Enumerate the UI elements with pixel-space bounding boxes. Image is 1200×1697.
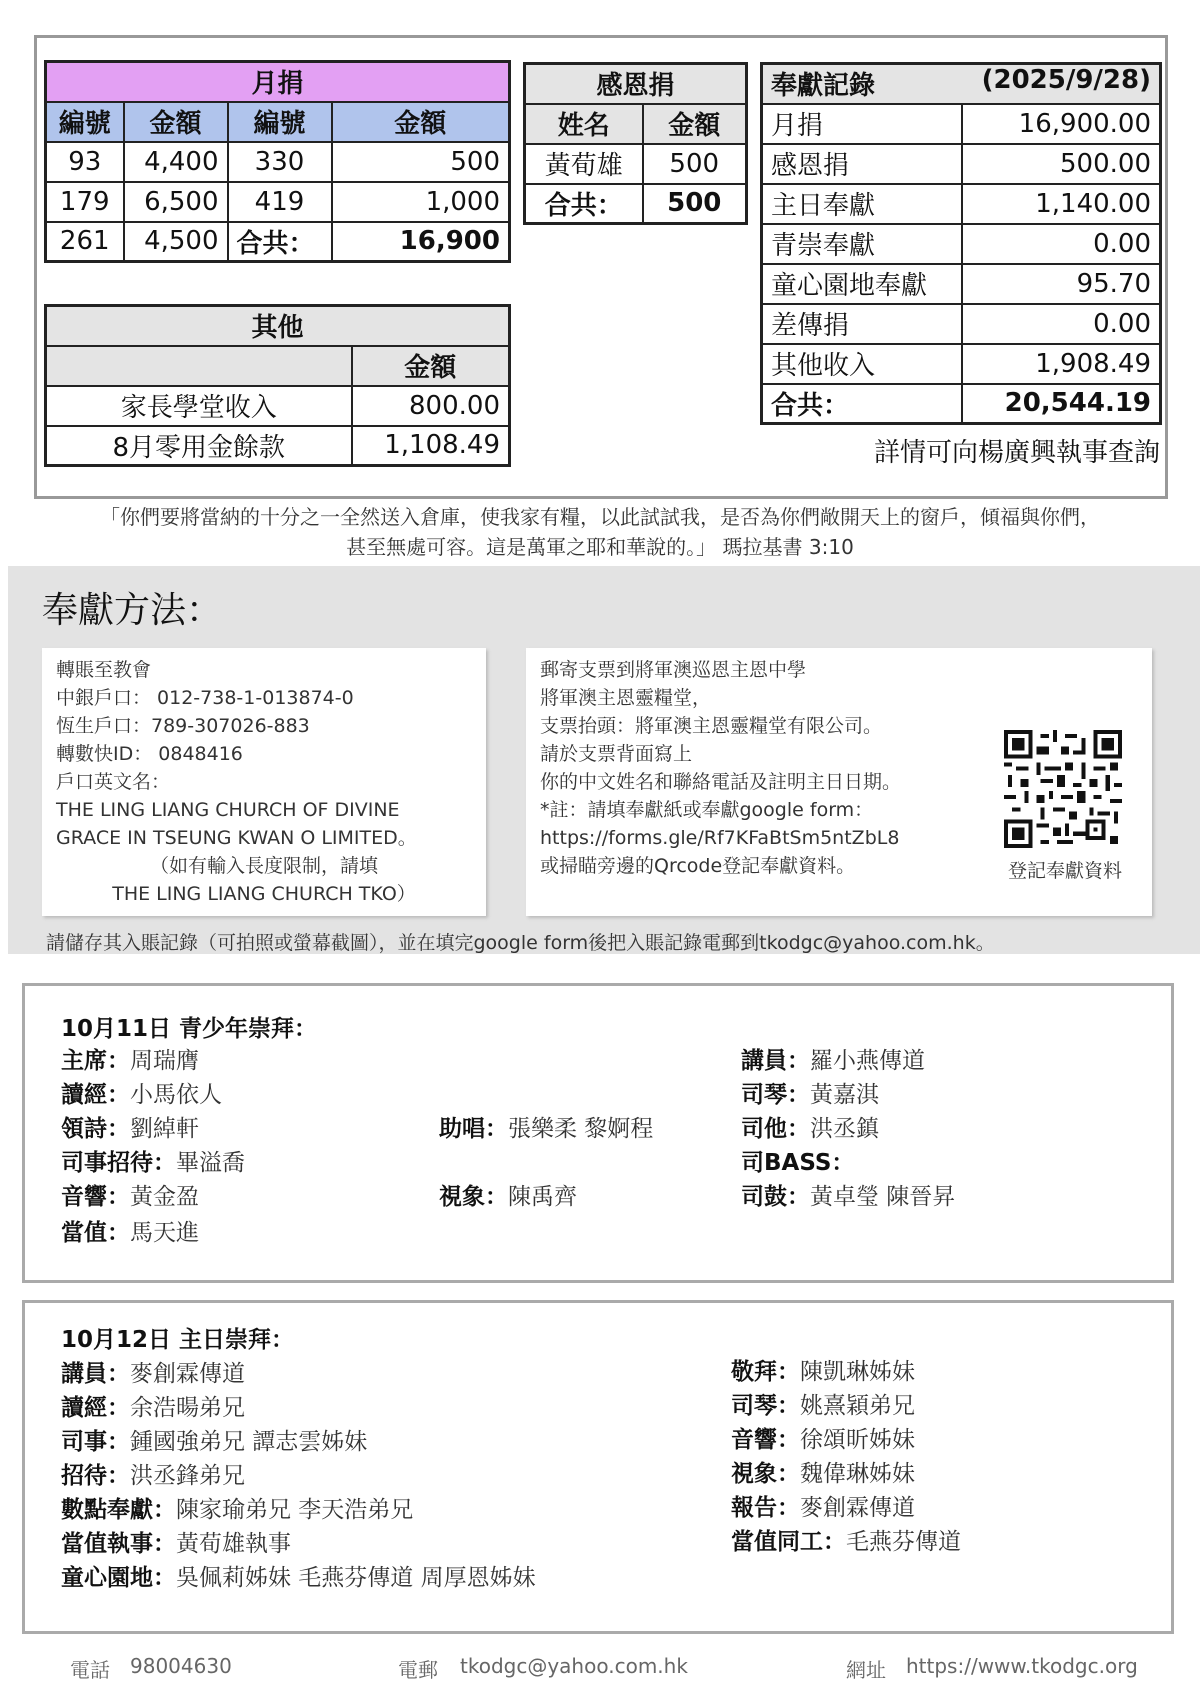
cheque-line: 支票抬頭：將軍澳主恩靈糧堂有限公司。 [540,715,883,737]
col-header-amount: 金額 [352,346,510,386]
table-row [762,384,1161,424]
role-bass: 司BASS： [741,1150,855,1176]
cheque-line: 請於支票背面寫上 [540,743,693,765]
footer [0,1654,1200,1684]
cheque-line: 你的中文姓名和聯絡電話及註明主日日期。 [540,771,902,793]
verse-line: 甚至無處可容。這是萬軍之耶和華說的。」 瑪拉基書 3:10 [346,535,854,559]
record-amount: 1,908.49 [962,344,1161,384]
role-sound: 音響：徐頌昕姊妹 [731,1427,915,1453]
donor-no: 179 [46,182,124,222]
footer-phone-label: 電話 [70,1658,110,1682]
thanks-title: 感恩捐 [525,64,747,104]
total-value: 20,544.19 [962,384,1161,424]
role-piano: 司琴：黃嘉淇 [741,1082,879,1108]
record-amount: 0.00 [962,224,1161,264]
record-label: 其他收入 [762,344,962,384]
record-label: 月捐 [762,104,962,144]
total-label: 合共： [525,184,643,224]
bank-line: THE LING LIANG CHURCH OF DIVINE [56,799,400,821]
table-row [762,304,1161,344]
record-amount: 500.00 [962,144,1161,184]
bank-line: 中銀戶口： 012-738-1-013874-0 [56,687,354,709]
role-visual: 視象：陳禹齊 [439,1184,577,1210]
cheque-line: 郵寄支票到將軍澳巡恩主恩中學 [540,659,807,681]
youth-service-box [22,983,1174,1283]
table-row [46,182,510,222]
income-label: 8月零用金餘款 [46,426,352,466]
donation-amount: 6,500 [124,182,228,222]
role-stewards: 司事：鍾國強弟兄 譚志雲姊妹 [61,1429,368,1455]
total-value: 500 [643,184,747,224]
role-drums: 司鼓：黃卓瑩 陳晉昇 [741,1184,956,1210]
footer-email-link[interactable]: tkodgc@yahoo.com.hk [460,1654,688,1678]
table-row [762,144,1161,184]
role-guitar: 司他：洪丞鎮 [741,1116,879,1142]
col-header-amount: 金額 [124,102,228,142]
col-header-blank [46,346,352,386]
bank-line: THE LING LIANG CHURCH TKO） [112,883,416,905]
record-header [762,64,1161,104]
donor-name: 黃荀雄 [525,144,643,184]
table-row [46,426,510,466]
record-contact-note: 詳情可向楊廣興執事查詢 [873,438,1160,468]
table-row [525,144,747,184]
record-amount: 16,900.00 [962,104,1161,144]
donation-amount: 1,000 [332,182,510,222]
qr-caption: 登記奉獻資料 [1007,860,1122,882]
income-amount: 1,108.49 [352,426,510,466]
donation-amount: 500 [332,142,510,182]
role-worship: 敬拜：陳凱琳姊妹 [731,1359,915,1385]
methods-note: 請儲存其入賬記錄（可拍照或螢幕截圖），並在填完google form後把入賬記錄電郵到tkodgc@yahoo.com.hk。 [46,932,995,954]
footer-email-label: 電郵 [398,1658,438,1682]
thanksgiving-offering-table [523,62,748,225]
record-title: 奉獻記錄 [771,71,876,102]
role-chair: 主席：周瑞膺 [61,1048,199,1074]
col-header-name: 姓名 [525,104,643,144]
sunday-service-title: 10月12日 主日崇拜： [61,1327,295,1353]
cheque-line: 將軍澳主恩靈糧堂， [540,687,712,709]
bank-line: 恆生戶口：789-307026-883 [56,715,310,737]
col-header-amount: 金額 [643,104,747,144]
role-usher: 招待：洪丞鋒弟兄 [61,1463,245,1489]
record-amount: 95.70 [962,264,1161,304]
col-header-amount: 金額 [332,102,510,142]
table-row [762,264,1161,304]
donor-no: 330 [228,142,332,182]
total-value: 16,900 [332,222,510,262]
footer-web-link[interactable]: https://www.tkodgc.org [906,1654,1138,1678]
bank-line: GRACE IN TSEUNG KWAN O LIMITED。 [56,827,417,849]
income-label: 家長學堂收入 [46,386,352,426]
record-label: 童心園地奉獻 [762,264,962,304]
bank-line: （如有輸入長度限制，請填 [149,855,378,877]
total-label: 合共： [228,222,332,262]
role-duty: 當值：馬天進 [61,1220,199,1246]
qr-code-icon[interactable] [1004,730,1122,848]
table-row [762,184,1161,224]
role-piano: 司琴：姚熹穎弟兄 [731,1393,915,1419]
table-row [46,386,510,426]
monthly-offering-table [44,60,511,263]
role-visual: 視象：魏偉琳姊妹 [731,1461,915,1487]
role-deacon: 當值執事：黃荀雄執事 [61,1531,291,1557]
monthly-title: 月捐 [46,62,510,102]
record-amount: 0.00 [962,304,1161,344]
role-report: 報告：麥創霖傳道 [731,1495,915,1521]
google-form-link[interactable]: https://forms.gle/Rf7KFaBtSm5ntZbL8 [540,827,900,849]
col-header-no: 編號 [46,102,124,142]
record-date: (2025/9/28) [981,65,1151,96]
donation-amount: 4,400 [124,142,228,182]
donor-no: 419 [228,182,332,222]
verse-line: 「你們要將當納的十分之一全然送入倉庫，使我家有糧，以此試試我，是否為你們敞開天上的窗戶，傾福與你們， [100,505,1100,529]
table-row [762,224,1161,264]
table-row [46,222,510,262]
role-counting: 數點奉獻：陳家瑜弟兄 李天浩弟兄 [61,1497,414,1523]
role-reading: 讀經：小馬依人 [61,1082,222,1108]
bank-line: 轉賬至教會 [56,659,152,681]
role-speaker: 講員：羅小燕傳道 [741,1048,925,1074]
other-income-table [44,304,511,467]
bank-transfer-box [42,648,486,916]
table-row [525,184,747,224]
donor-no: 93 [46,142,124,182]
youth-service-title: 10月11日 青少年崇拜： [61,1016,318,1042]
footer-phone: 98004630 [130,1654,232,1678]
total-label: 合共： [762,384,962,424]
other-title: 其他 [46,306,510,346]
role-usher: 司事招待：畢溢喬 [61,1150,245,1176]
donation-amount: 500 [643,144,747,184]
col-header-no: 編號 [228,102,332,142]
role-staff: 當值同工：毛燕芬傳道 [731,1529,961,1555]
footer-web-label: 網址 [846,1658,886,1682]
role-speaker: 講員：麥創霖傳道 [61,1361,245,1387]
record-label: 主日奉獻 [762,184,962,224]
role-backing: 助唱：張樂柔 黎婀程 [439,1116,654,1142]
record-label: 感恩捐 [762,144,962,184]
methods-title: 奉獻方法： [42,590,223,631]
donation-amount: 4,500 [124,222,228,262]
cheque-line: *註：請填奉獻紙或奉獻google form： [540,799,874,821]
sunday-service-box [22,1300,1174,1634]
role-worship-lead: 領詩：劉綽軒 [61,1116,199,1142]
record-label: 差傳捐 [762,304,962,344]
offering-record-table [760,62,1162,425]
cheque-line: 或掃瞄旁邊的Qrcode登記奉獻資料。 [540,855,856,877]
record-label: 青崇奉獻 [762,224,962,264]
table-row [762,104,1161,144]
record-amount: 1,140.00 [962,184,1161,224]
table-row [762,344,1161,384]
income-amount: 800.00 [352,386,510,426]
table-row [46,142,510,182]
bank-line: 轉數快ID： 0848416 [56,743,243,765]
role-reading: 讀經：余浩暘弟兄 [61,1395,245,1421]
donor-no: 261 [46,222,124,262]
bible-verse [40,502,1160,562]
bank-line: 戶口英文名： [56,771,171,793]
role-kids: 童心園地：吳佩莉姊妹 毛燕芬傳道 周厚恩姊妹 [61,1565,536,1591]
role-sound: 音響：黃金盈 [61,1184,199,1210]
